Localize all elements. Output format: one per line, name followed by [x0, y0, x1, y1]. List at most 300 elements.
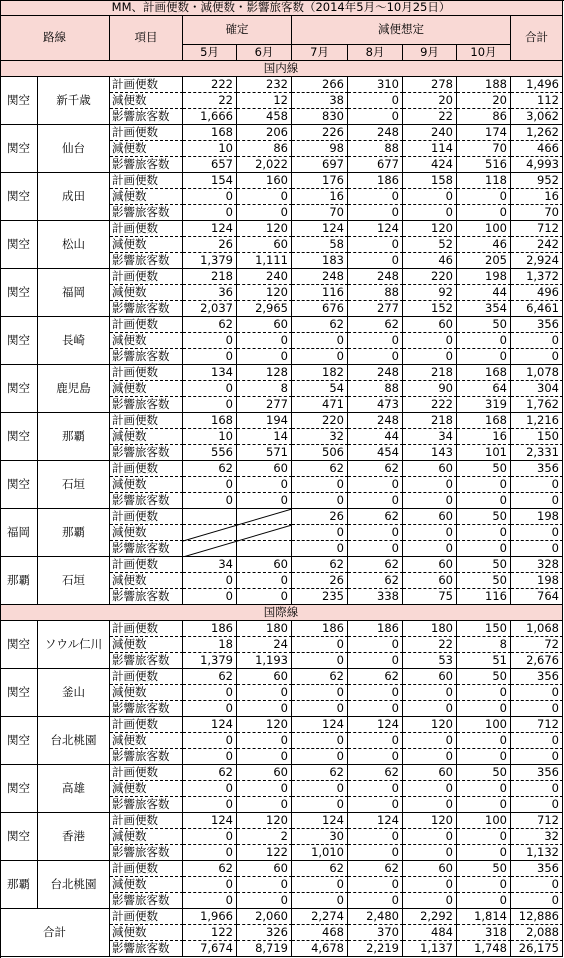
value-cell: 0 [348, 797, 403, 813]
value-cell: 50 [457, 861, 511, 877]
value-cell: 0 [292, 653, 348, 669]
value-cell: 62 [348, 317, 403, 333]
row-total-cell: 1,262 [511, 125, 563, 141]
value-cell: 0 [237, 349, 292, 365]
value-cell: 0 [403, 525, 457, 541]
row-label: 減便数 [110, 429, 183, 445]
value-cell: 168 [457, 413, 511, 429]
value-cell: 0 [292, 477, 348, 493]
row-label: 影響旅客数 [110, 701, 183, 717]
value-cell: 232 [237, 77, 292, 93]
row-total-cell: 6,461 [511, 301, 563, 317]
value-cell: 0 [457, 477, 511, 493]
value-cell: 0 [348, 637, 403, 653]
row-label: 影響旅客数 [110, 541, 183, 557]
value-cell: 0 [183, 397, 237, 413]
row-total-cell: 496 [511, 285, 563, 301]
value-cell: 8,719 [237, 941, 292, 957]
value-cell: 319 [457, 397, 511, 413]
value-cell: 0 [237, 685, 292, 701]
row-label: 減便数 [110, 189, 183, 205]
row-total-cell: 150 [511, 429, 563, 445]
row-label: 影響旅客数 [110, 301, 183, 317]
value-cell: 182 [292, 365, 348, 381]
value-cell: 1,379 [183, 253, 237, 269]
value-cell: 7,674 [183, 941, 237, 957]
row-total-cell: 2,924 [511, 253, 563, 269]
value-cell: 454 [348, 445, 403, 461]
value-cell: 18 [183, 637, 237, 653]
value-cell: 62 [183, 461, 237, 477]
value-cell: 58 [292, 237, 348, 253]
header-planned-reduction: 減便想定 [292, 16, 511, 45]
value-cell: 0 [457, 541, 511, 557]
value-cell: 2,274 [292, 909, 348, 925]
value-cell: 2,037 [183, 301, 237, 317]
row-total-cell: 328 [511, 557, 563, 573]
value-cell: 101 [457, 445, 511, 461]
value-cell: 20 [403, 93, 457, 109]
value-cell: 122 [183, 925, 237, 941]
route-destination: 松山 [38, 221, 110, 269]
value-cell: 88 [348, 285, 403, 301]
value-cell: 0 [403, 893, 457, 909]
value-cell: 0 [348, 701, 403, 717]
row-total-cell: 1,068 [511, 621, 563, 637]
value-cell: 0 [183, 845, 237, 861]
value-cell: 168 [457, 365, 511, 381]
row-total-cell: 0 [511, 525, 563, 541]
value-cell: 0 [457, 189, 511, 205]
value-cell: 0 [183, 381, 237, 397]
value-cell: 218 [403, 365, 457, 381]
value-cell [183, 525, 237, 541]
value-cell: 120 [237, 285, 292, 301]
row-total-cell: 72 [511, 637, 563, 653]
value-cell: 0 [237, 333, 292, 349]
value-cell: 676 [292, 301, 348, 317]
value-cell: 60 [237, 461, 292, 477]
value-cell: 516 [457, 157, 511, 173]
value-cell: 60 [403, 765, 457, 781]
value-cell: 62 [292, 557, 348, 573]
route-origin: 関空 [0, 125, 38, 173]
value-cell: 90 [403, 381, 457, 397]
value-cell: 1,966 [183, 909, 237, 925]
value-cell: 62 [292, 765, 348, 781]
value-cell: 36 [183, 285, 237, 301]
value-cell: 0 [457, 797, 511, 813]
value-cell: 0 [292, 493, 348, 509]
value-cell: 310 [348, 77, 403, 93]
value-cell: 697 [292, 157, 348, 173]
route-destination: 新千歳 [38, 77, 110, 125]
value-cell: 0 [237, 781, 292, 797]
route-destination: 那覇 [38, 413, 110, 461]
value-cell: 0 [348, 525, 403, 541]
value-cell: 277 [348, 301, 403, 317]
route-destination: 成田 [38, 173, 110, 221]
value-cell: 0 [457, 333, 511, 349]
value-cell: 60 [403, 861, 457, 877]
section-header: 国際線 [0, 605, 563, 621]
row-label: 影響旅客数 [110, 205, 183, 221]
value-cell: 100 [457, 813, 511, 829]
value-cell: 248 [292, 269, 348, 285]
row-total-cell: 112 [511, 93, 563, 109]
row-total-cell: 356 [511, 317, 563, 333]
value-cell: 473 [348, 397, 403, 413]
header-month: 7月 [292, 45, 348, 61]
row-total-cell: 1,372 [511, 269, 563, 285]
row-total-cell: 1,132 [511, 845, 563, 861]
value-cell: 2,060 [237, 909, 292, 925]
row-label: 減便数 [110, 141, 183, 157]
value-cell: 0 [403, 781, 457, 797]
row-total-cell: 466 [511, 141, 563, 157]
row-total-cell: 198 [511, 509, 563, 525]
value-cell: 1,814 [457, 909, 511, 925]
value-cell: 50 [457, 509, 511, 525]
row-total-cell: 0 [511, 893, 563, 909]
value-cell: 326 [237, 925, 292, 941]
value-cell: 0 [237, 701, 292, 717]
row-total-cell: 242 [511, 237, 563, 253]
value-cell: 14 [237, 429, 292, 445]
route-origin: 関空 [0, 173, 38, 221]
value-cell: 60 [403, 509, 457, 525]
value-cell: 657 [183, 157, 237, 173]
route-destination: 鹿児島 [38, 365, 110, 413]
row-total-cell: 70 [511, 205, 563, 221]
value-cell: 0 [348, 653, 403, 669]
value-cell: 54 [292, 381, 348, 397]
value-cell: 0 [237, 573, 292, 589]
row-label: 計画便数 [110, 413, 183, 429]
value-cell: 60 [237, 317, 292, 333]
value-cell: 0 [348, 749, 403, 765]
row-label: 影響旅客数 [110, 349, 183, 365]
value-cell: 2 [237, 829, 292, 845]
route-destination: 那覇 [38, 509, 110, 557]
value-cell: 16 [292, 189, 348, 205]
row-label: 減便数 [110, 525, 183, 541]
row-total-cell: 3,062 [511, 109, 563, 125]
header-item: 項目 [110, 16, 183, 61]
value-cell: 318 [457, 925, 511, 941]
value-cell: 0 [292, 781, 348, 797]
row-total-cell: 2,331 [511, 445, 563, 461]
header-month: 6月 [237, 45, 292, 61]
value-cell: 0 [348, 349, 403, 365]
value-cell: 0 [403, 349, 457, 365]
row-label: 影響旅客数 [110, 797, 183, 813]
value-cell: 220 [292, 413, 348, 429]
route-origin: 関空 [0, 317, 38, 365]
value-cell: 1,666 [183, 109, 237, 125]
row-total-cell: 2,088 [511, 925, 563, 941]
value-cell: 677 [348, 157, 403, 173]
value-cell: 0 [237, 877, 292, 893]
value-cell: 198 [457, 269, 511, 285]
value-cell: 143 [403, 445, 457, 461]
row-label: 計画便数 [110, 813, 183, 829]
row-label: 減便数 [110, 877, 183, 893]
row-total-cell: 356 [511, 461, 563, 477]
value-cell: 86 [237, 141, 292, 157]
value-cell: 220 [403, 269, 457, 285]
value-cell: 218 [403, 413, 457, 429]
value-cell: 205 [457, 253, 511, 269]
value-cell: 114 [403, 141, 457, 157]
route-origin: 関空 [0, 813, 38, 861]
row-total-cell: 1,496 [511, 77, 563, 93]
value-cell: 120 [237, 813, 292, 829]
value-cell: 471 [292, 397, 348, 413]
row-total-cell: 26,175 [511, 941, 563, 957]
value-cell: 0 [183, 893, 237, 909]
route-destination: 仙台 [38, 125, 110, 173]
value-cell: 116 [292, 285, 348, 301]
value-cell: 46 [403, 253, 457, 269]
value-cell: 0 [292, 877, 348, 893]
row-total-cell: 0 [511, 477, 563, 493]
value-cell: 0 [348, 541, 403, 557]
value-cell: 0 [348, 477, 403, 493]
value-cell: 0 [403, 189, 457, 205]
row-total-cell: 712 [511, 221, 563, 237]
value-cell: 194 [237, 413, 292, 429]
route-origin: 関空 [0, 669, 38, 717]
row-label: 影響旅客数 [110, 445, 183, 461]
value-cell: 124 [292, 717, 348, 733]
value-cell: 168 [183, 125, 237, 141]
route-destination: 石垣 [38, 461, 110, 509]
route-destination: 石垣 [38, 557, 110, 605]
row-total-cell: 0 [511, 701, 563, 717]
value-cell: 0 [403, 845, 457, 861]
value-cell: 0 [403, 701, 457, 717]
value-cell: 16 [457, 429, 511, 445]
value-cell: 2,292 [403, 909, 457, 925]
value-cell: 22 [403, 109, 457, 125]
value-cell: 0 [457, 877, 511, 893]
value-cell: 266 [292, 77, 348, 93]
value-cell: 116 [457, 589, 511, 605]
row-label: 影響旅客数 [110, 109, 183, 125]
value-cell: 34 [183, 557, 237, 573]
row-label: 計画便数 [110, 861, 183, 877]
header-month: 8月 [348, 45, 403, 61]
value-cell: 0 [292, 733, 348, 749]
value-cell: 0 [457, 349, 511, 365]
value-cell: 0 [237, 189, 292, 205]
value-cell: 44 [457, 285, 511, 301]
value-cell: 134 [183, 365, 237, 381]
value-cell: 120 [237, 221, 292, 237]
value-cell: 0 [292, 525, 348, 541]
value-cell: 0 [348, 877, 403, 893]
value-cell: 0 [292, 333, 348, 349]
value-cell: 0 [457, 685, 511, 701]
value-cell: 571 [237, 445, 292, 461]
value-cell: 124 [348, 717, 403, 733]
value-cell: 0 [183, 685, 237, 701]
value-cell: 0 [237, 477, 292, 493]
value-cell: 248 [348, 269, 403, 285]
route-origin: 那覇 [0, 861, 38, 909]
value-cell: 51 [457, 653, 511, 669]
row-label: 計画便数 [110, 669, 183, 685]
value-cell: 248 [348, 413, 403, 429]
value-cell: 50 [457, 317, 511, 333]
value-cell: 0 [183, 829, 237, 845]
value-cell: 0 [457, 829, 511, 845]
value-cell: 120 [403, 717, 457, 733]
row-label: 減便数 [110, 573, 183, 589]
row-total-cell: 0 [511, 541, 563, 557]
value-cell: 222 [403, 397, 457, 413]
value-cell: 2,965 [237, 301, 292, 317]
value-cell: 0 [348, 845, 403, 861]
value-cell: 98 [292, 141, 348, 157]
value-cell: 118 [457, 173, 511, 189]
row-label: 減便数 [110, 477, 183, 493]
value-cell: 150 [457, 621, 511, 637]
value-cell: 20 [457, 93, 511, 109]
value-cell: 0 [348, 733, 403, 749]
value-cell: 0 [183, 749, 237, 765]
value-cell: 0 [237, 797, 292, 813]
value-cell: 4,678 [292, 941, 348, 957]
value-cell: 26 [183, 237, 237, 253]
table-title: MM、計画便数・減便数・影響旅客数（2014年5月～10月25日） [0, 0, 563, 16]
value-cell: 484 [403, 925, 457, 941]
row-total-cell: 356 [511, 669, 563, 685]
value-cell: 50 [457, 573, 511, 589]
value-cell: 52 [403, 237, 457, 253]
row-total-cell: 4,993 [511, 157, 563, 173]
value-cell: 44 [348, 429, 403, 445]
row-total-cell: 712 [511, 717, 563, 733]
row-total-cell: 198 [511, 573, 563, 589]
row-total-cell: 0 [511, 349, 563, 365]
value-cell: 0 [183, 205, 237, 221]
value-cell: 60 [403, 461, 457, 477]
value-cell: 88 [348, 141, 403, 157]
route-destination: 香港 [38, 813, 110, 861]
value-cell: 0 [457, 525, 511, 541]
value-cell: 30 [292, 829, 348, 845]
value-cell: 0 [457, 893, 511, 909]
value-cell: 0 [403, 493, 457, 509]
value-cell: 62 [348, 669, 403, 685]
value-cell: 53 [403, 653, 457, 669]
value-cell: 12 [237, 93, 292, 109]
route-origin: 関空 [0, 365, 38, 413]
value-cell: 26 [292, 509, 348, 525]
value-cell: 180 [237, 621, 292, 637]
value-cell: 0 [292, 797, 348, 813]
value-cell: 830 [292, 109, 348, 125]
row-total-cell: 0 [511, 685, 563, 701]
value-cell: 60 [237, 237, 292, 253]
value-cell: 158 [403, 173, 457, 189]
value-cell: 34 [403, 429, 457, 445]
value-cell: 0 [457, 781, 511, 797]
row-label: 影響旅客数 [110, 941, 183, 957]
value-cell: 0 [457, 733, 511, 749]
value-cell: 2,022 [237, 157, 292, 173]
value-cell: 60 [237, 765, 292, 781]
row-total-cell: 356 [511, 765, 563, 781]
row-label: 影響旅客数 [110, 589, 183, 605]
row-label: 影響旅客数 [110, 493, 183, 509]
value-cell: 100 [457, 221, 511, 237]
value-cell: 22 [403, 637, 457, 653]
row-label: 減便数 [110, 733, 183, 749]
value-cell: 100 [457, 717, 511, 733]
value-cell: 92 [403, 285, 457, 301]
value-cell: 458 [237, 109, 292, 125]
value-cell: 0 [183, 701, 237, 717]
value-cell: 60 [403, 669, 457, 685]
value-cell: 1,010 [292, 845, 348, 861]
row-total-cell: 1,762 [511, 397, 563, 413]
value-cell: 160 [237, 173, 292, 189]
value-cell: 0 [348, 93, 403, 109]
value-cell: 10 [183, 429, 237, 445]
row-label: 影響旅客数 [110, 397, 183, 413]
value-cell: 180 [403, 621, 457, 637]
value-cell: 0 [292, 637, 348, 653]
value-cell: 278 [403, 77, 457, 93]
value-cell: 188 [457, 77, 511, 93]
value-cell: 0 [183, 877, 237, 893]
value-cell: 0 [403, 829, 457, 845]
row-total-cell: 712 [511, 813, 563, 829]
row-label: 計画便数 [110, 717, 183, 733]
value-cell: 206 [237, 125, 292, 141]
row-label: 影響旅客数 [110, 157, 183, 173]
route-origin: 関空 [0, 77, 38, 125]
value-cell [237, 525, 292, 541]
value-cell: 0 [457, 493, 511, 509]
value-cell: 128 [237, 365, 292, 381]
row-label: 計画便数 [110, 509, 183, 525]
route-destination: 高雄 [38, 765, 110, 813]
value-cell: 50 [457, 461, 511, 477]
row-label: 影響旅客数 [110, 893, 183, 909]
section-header: 国内線 [0, 61, 563, 77]
value-cell: 124 [348, 221, 403, 237]
value-cell [183, 541, 237, 557]
value-cell: 0 [183, 797, 237, 813]
value-cell: 0 [183, 189, 237, 205]
value-cell: 75 [403, 589, 457, 605]
value-cell: 248 [348, 365, 403, 381]
value-cell: 32 [292, 429, 348, 445]
value-cell: 0 [183, 477, 237, 493]
value-cell: 0 [348, 237, 403, 253]
value-cell: 0 [403, 749, 457, 765]
value-cell: 124 [183, 717, 237, 733]
value-cell: 154 [183, 173, 237, 189]
row-total-cell: 304 [511, 381, 563, 397]
value-cell: 62 [348, 861, 403, 877]
value-cell: 235 [292, 589, 348, 605]
route-destination: 台北桃園 [38, 717, 110, 765]
